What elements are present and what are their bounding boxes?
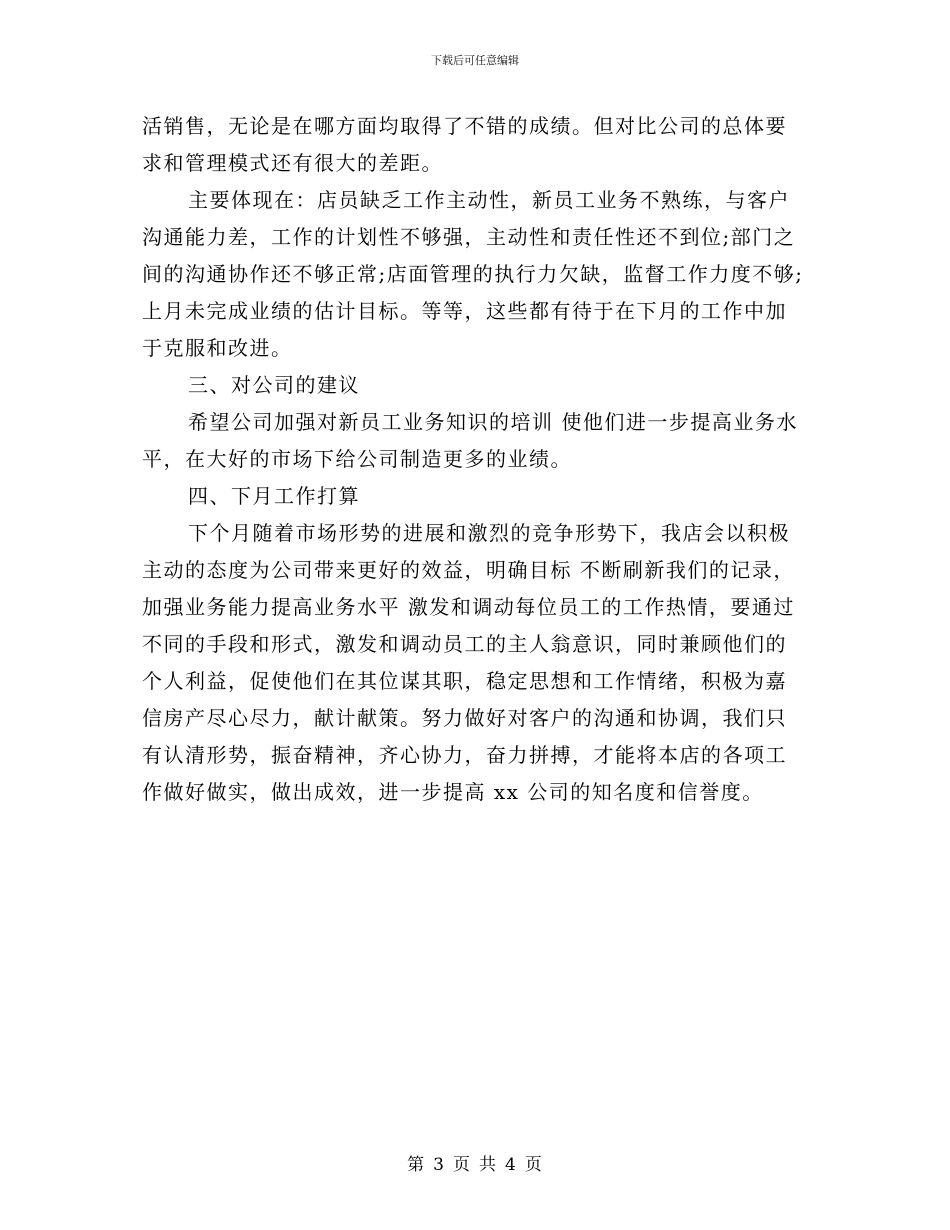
- paragraph-line: 有认清形势，振奋精神，齐心协力，奋力拼搏，才能将本店的各项工: [142, 743, 787, 767]
- paragraph-line: 下个月随着市场形势的进展和激烈的竞争形势下，我店会以积极: [188, 521, 790, 545]
- page-number: 3: [433, 1155, 445, 1175]
- paragraph-line: 个人利益，促使他们在其位谋其职，稳定思想和工作情绪，积极为嘉: [142, 669, 787, 693]
- paragraph-line: 间的沟通协作还不够正常;店面管理的执行力欠缺，监督工作力度不够;: [142, 262, 804, 286]
- footer-ye: 页: [524, 1155, 543, 1175]
- paragraph-line: 主要体现在：店员缺乏工作主动性，新员工业务不熟练，与客户: [188, 188, 790, 212]
- section-heading: 四、下月工作打算: [188, 484, 360, 508]
- footer-ye: 页: [453, 1155, 471, 1175]
- section-heading: 三、对公司的建议: [188, 373, 360, 397]
- paragraph-line: 上月未完成业绩的估计目标。等等，这些都有待于在下月的工作中加: [142, 299, 787, 323]
- paragraph-line: 活销售，无论是在哪方面均取得了不错的成绩。但对比公司的总体要: [142, 114, 787, 138]
- paragraph-line: 求和管理模式还有很大的差距。: [142, 151, 443, 175]
- paragraph-line: 信房产尽心尽力，献计献策。努力做好对客户的沟通和协调，我们只: [142, 706, 787, 730]
- footer-di: 第: [407, 1155, 426, 1175]
- paragraph-line: 希望公司加强对新员工业务知识的培训 使他们进一步提高业务水: [188, 410, 798, 434]
- page-footer: [0, 1154, 950, 1176]
- paragraph-line: 加强业务能力提高业务水平 激发和调动每位员工的工作热情，要通过: [142, 595, 795, 619]
- paragraph-line: 作做好做实，做出成效，进一步提高 xx 公司的知名度和信誉度。: [142, 780, 764, 804]
- paragraph-line: 沟通能力差，工作的计划性不够强，主动性和责任性还不到位;部门之: [142, 225, 796, 249]
- paragraph-line: 于克服和改进。: [142, 336, 293, 360]
- paragraph-line: 不同的手段和形式，激发和调动员工的主人翁意识，同时兼顾他们的: [142, 632, 787, 656]
- page-header: 下载后可任意编辑: [431, 54, 519, 67]
- paragraph-line: 主动的态度为公司带来更好的效益，明确目标 不断刷新我们的记录，: [142, 558, 795, 582]
- total-pages: 4: [505, 1155, 517, 1175]
- paragraph-line: 平，在大好的市场下给公司制造更多的业绩。: [142, 447, 572, 471]
- footer-gong: 共: [479, 1155, 497, 1175]
- body-text: [142, 108, 812, 811]
